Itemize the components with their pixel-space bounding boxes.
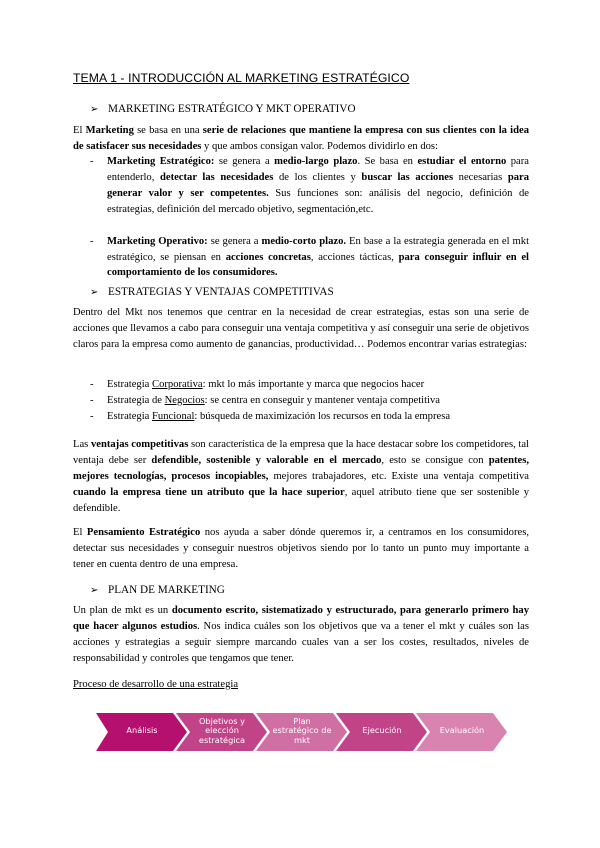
text-run-bold: Marketing (85, 125, 134, 136)
text-run: El (73, 527, 87, 538)
strategy-term: Funcional (152, 410, 195, 422)
text-run-bold: detectar las necesidades (159, 171, 274, 183)
text-run: . Nos indica cuáles son los objetivos que va a tener el mkt y cuáles son las acciones y estrategias a seguir siempre marcando cuales van a ser los costes, resultados, niveles de responsabilidad y controles que tengamos que tener. (73, 620, 529, 664)
process-step-label: Análisis (126, 725, 158, 736)
bullet-dash: - (90, 156, 94, 167)
text-run-bold: para conseguir influir en el comportamiento de los consumidores. (107, 251, 529, 279)
arrow-bullet-icon: ➢ (90, 585, 99, 596)
process-step-label: Objetivos y elección estratégica (198, 715, 246, 745)
text-run: Sus funciones son: análisis del negocio, definición de estrategias, definición del mercado objetivo, segmentación,etc. (107, 187, 529, 215)
text-run: se genera a (207, 235, 262, 247)
marketing-types-list (90, 154, 529, 281)
text-run-bold: buscar las acciones (361, 171, 454, 183)
strategy-term: Negocios (164, 394, 205, 406)
strategy-term: Corporativa (152, 379, 203, 390)
text-run: El (73, 125, 86, 136)
text-run: En base a la estrategia generada en el mkt estratégico, se piensan en (107, 235, 530, 263)
section-heading-plan (90, 584, 225, 596)
process-step-label: Evaluación (439, 725, 485, 736)
paragraph-ventajas (73, 437, 529, 517)
text-run: , acciones tácticas, (310, 251, 399, 263)
text-run: y que ambos consigan valor. Podemos dividirlo en dos: (201, 140, 438, 152)
process-step-label: Plan estratégico de mkt (272, 715, 332, 745)
list-item-corporativa (90, 377, 529, 393)
list-item-operativo (90, 234, 529, 282)
text-run: Estrategia (107, 410, 153, 422)
process-step-evaluacion (424, 712, 500, 750)
text-run-bold: estudiar el entorno (417, 156, 507, 167)
page-title: TEMA 1 - INTRODUCCIÓN AL MARKETING ESTRATÉGICO (73, 71, 410, 85)
list-item-negocios (90, 393, 529, 409)
process-step-objetivos (184, 712, 260, 750)
strategies-list (90, 377, 529, 425)
text-run: Estrategia de (107, 394, 165, 406)
section-heading-text: PLAN DE MARKETING (108, 584, 225, 596)
text-run: : búsqueda de maximización los recursos en toda la empresa (194, 410, 451, 422)
text-run: de los clientes y (273, 171, 362, 183)
text-run-bold: defendible, sostenible y valorable en el mercado (151, 454, 382, 466)
text-run: : se centra en conseguir y mantener ventaja competitiva (204, 394, 440, 406)
text-run-bold: medio-largo plazo (274, 156, 358, 167)
text-run: , aquel atributo tiene que ser sostenible y defendible. (73, 486, 529, 514)
text-run: se basa en una (133, 125, 203, 136)
process-step-ejecucion (344, 712, 420, 750)
text-run: para entenderlo, (107, 156, 529, 183)
text-run-bold: acciones concretas (225, 251, 311, 263)
text-run: son característica de la empresa que la hace destacar sobre los competidores, tal ventaja debe ser (73, 439, 529, 466)
bullet-dash: - (90, 235, 94, 247)
text-run-bold: cuando la empresa tiene un atributo que la hace superior (73, 486, 345, 498)
text-run: . Se basa en (357, 156, 418, 167)
arrow-bullet-icon: ➢ (90, 104, 99, 115)
text-run: Un plan de mkt es un (73, 605, 172, 616)
bullet-dash: - (90, 379, 94, 390)
section-heading-estrategias (90, 286, 334, 298)
section-heading-text: MARKETING ESTRATÉGICO Y MKT OPERATIVO (108, 103, 356, 115)
bullet-dash: - (90, 394, 94, 406)
text-run-bold: serie de relaciones que mantiene la empresa con sus clientes con la idea de satisfacer sus necesidades (73, 125, 529, 152)
section-heading-marketing (90, 103, 356, 115)
text-run: Estrategia (107, 379, 153, 390)
text-run-bold: Pensamiento Estratégico (86, 527, 201, 538)
text-run-bold: Marketing Operativo: (107, 235, 208, 247)
text-run: : mkt lo más importante y marca que negocios hacer (202, 379, 425, 390)
paragraph-plan (73, 603, 529, 667)
process-step-plan (264, 712, 340, 750)
text-run: se genera a (214, 156, 275, 167)
paragraph-marketing-intro (73, 123, 529, 155)
list-item-estrategico (90, 154, 529, 218)
arrow-bullet-icon: ➢ (90, 287, 99, 298)
list-item-funcional (90, 409, 529, 425)
text-run-bold: patentes, mejores tecnologías, procesos incopiables, (73, 454, 529, 482)
text-run: Las (73, 439, 91, 450)
bullet-dash: - (90, 410, 94, 422)
text-run-bold: ventajas competitivas (90, 439, 189, 450)
process-step-label: Ejecución (362, 725, 402, 736)
paragraph-estrategias: Dentro del Mkt nos tenemos que centrar en la necesidad de crear estrategias, estas son una serie de acciones que llevamos a cabo para conseguir una ventaja competitiva y así conseguir una serie de objetivos claros para la empresa como aumento de ganancias, productividad… Podemos encontrar varias estrategias: (73, 307, 529, 350)
paragraph-pensamiento (73, 525, 529, 573)
text-run-bold: documento escrito, sistematizado y estructurado, para generarlo primero hay que hacer algunos estudios (73, 605, 529, 632)
section-heading-text: ESTRATEGIAS Y VENTAJAS COMPETITIVAS (108, 286, 334, 298)
text-run-bold: medio-corto plazo. (261, 235, 347, 247)
process-title: Proceso de desarrollo de una estrategia (73, 679, 239, 690)
process-diagram (96, 712, 516, 752)
text-run-bold: para generar valor y ser competentes. (107, 171, 529, 199)
process-step-analisis (104, 712, 180, 750)
text-run: necesarias (453, 171, 508, 183)
text-run: nos ayuda a saber dónde queremos ir, a centramos en los consumidores, detectar sus necesidades y conseguir nuestros objetivos siendo por lo tanto un punto muy importante a tener en cuenta dentro de una empresa. (73, 527, 529, 570)
text-run: mejores trabajadores, etc. Existe una ventaja competitiva (268, 470, 529, 482)
text-run-bold: Marketing Estratégico: (107, 156, 215, 167)
text-run: , esto se consigue con (381, 454, 489, 466)
